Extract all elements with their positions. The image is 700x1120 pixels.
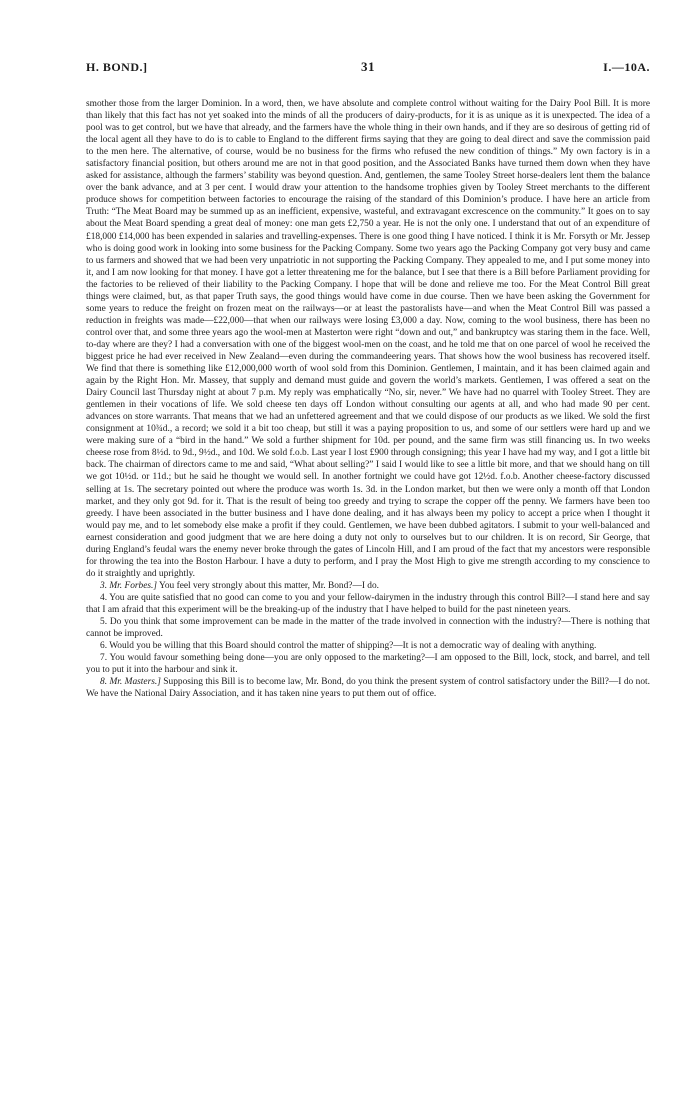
paragraph-text: smother those from the larger Dominion. In a word, then, we have absolute and complete control without waiting for the Dairy Pool Bill. It is more than likely that this fact has not yet soaked into the minds of all the producers of dairy-products, for it is as unique as it is unexpected. The idea of a pool was to get control, but we have that already, and the farmers have the whole thing in their own hands, and if they are so desirous of getting rid of the local agent all they have to do is to cable to England to the different firms saying that they are going to deal direct and save the commission paid to the men here. The alternative, of course, would be no business for the firms who refused the new condition of things.” My own factory is in a satisfactory financial position, but others around me are not in that good position, and the Associated Banks have turned them down when they have asked for assistance, although the farmers’ stability was beyond question. And, gentlemen, the same Tooley Street horse-dealers lent them the balance over the bank advance, and at 3 per cent. I would draw your attention to the handsome trophies given by Tooley Street merchants to the different produce shows for competition between factories to encourage the raising of the standard of this Dominion’s produce. I have here an article from Truth: “The Meat Board may be summed up as an inefficient, expensive, wasteful, and extravagant excrescence on the community.” It goes on to say about the Meat Board spending a great deal of money: one man gets £2,750 a year. He is not the only one. I understand that out of an expenditure of £18,000 £14,000 has been expended in salaries and travelling-expenses. There is one good thing I have noticed. I think it is Mr. Forsyth or Mr. Jessep who is doing good work in looking into some business for the Packing Company. Some two years ago the Packing Company got very busy and came to us farmers and showed that we had been very unpatriotic in not supporting the Packing Company. They appealed to me, and I put some money into it, and I am now looking for that money. I have got a letter threatening me for the balance, but I see that there is a Bill before Parliament providing for the factories to be relieved of their liability to the Packing Company. I hope that will be done and relieve me too. For the Meat Control Bill great things were claimed, but, as that paper Truth says, the good things would have come in due course. Then we have been asking the Government for some years to reduce the freight on frozen meat on the railways—or at least the pastoralists have—and when the Meat Control Bill was passed a reduction in freights was made—£22,000—that when our railways were losing £3,000 a day. Now, coming to the wool business, there has been no control over that, and some three years ago the wool-men at Masterton were right “down and out,” and bankruptcy was staring them in the face. Well, to-day where are they? I had a conversation with one of the biggest wool-men on the coast, and he told me that on one parcel of wool he received the biggest price he had ever received in New Zealand—even during the commandeering years. That shows how the wool business has recovered itself. We find that there is something like £12,000,000 worth of wool sold from this Dominion. Gentlemen, I maintain, and it has been claimed again and again by the Right Hon. Mr. Massey, that supply and demand must guide and govern the world’s markets. Gentlemen, I was offered a seat on the Dairy Council last Thursday night at about 7 p.m. My reply was emphatically “No, sir, never.” We have had no quarrel with Tooley Street. They are gentlemen in their vocations of life. We sold cheese ten days off London without consulting our agents at all, and who had made 90 per cent. advances on store warrants. That means that we had an unfettered agreement and that we could dispose of our products as we liked. We sold the first consignment at 10¾d., a record; we sold it a bit too cheap, but still it was a paying proposition to us, and some of our settlers were hard up and we were making sure of a “bird in the hand.” We sold a further shipment for 10d. per pound, and the same firm was still financing us. In two weeks cheese rose from 8½d. to 9d., 9½d., and 10d. We sold f.o.b. Last year I lost £900 through consigning; this year I have had my way, and I got a little bit back. The chairman of directors came to me and said, “What about selling?” I said I would like to see a little bit more, and that we should hang on till we got 10½d. or 11d.; but he said he thought we would sell. In another fortnight we could have got 12½d. f.o.b. Another cheese-factory discussed selling at 1s. The secretary pointed out where the produce was worth 1s. 3d. in the London market, but then we were only a month off that London market, and they only got 9d. for it. That is the result of being too greedy and trying to scrape the copper off the penny. We farmers have been too greedy. I have been associated in the butter business and I have done dealing, and it has always been my policy to accept a price when I thought it would pay me, and to let somebody else make a profit if they could. Gentlemen, we have been dubbed agitators. I submit to your well-balanced and earnest consideration and good judgment that we are here doing a duty not only to ourselves but to our children. It is on record, Sir George, that during England’s feudal wars the enemy never broke through the gates of Lincoln Hill, and I am proud of the fact that my ancestors were responsible for throwing the tea into the Boston Harbour. I have a duty to perform, and I pray the Most High to give me strength according to my conscience to do it straightly and uprightly. <box>86 99 650 579</box>
question-speaker: 3. Mr. Forbes.] <box>100 580 158 591</box>
paragraph-question-5 <box>86 616 650 640</box>
header-speaker-label: H. BOND.] <box>86 60 148 74</box>
document-body <box>86 98 650 700</box>
paragraph-question-6 <box>86 640 650 652</box>
document-reference: I.—10A. <box>603 60 650 74</box>
paragraph-question-7 <box>86 652 650 676</box>
paragraph-text: 7. You would favour something being done—you are only opposed to the marketing?—I am opposed to the Bill, lock, stock, and barrel, and tell you to put it into the harbour and sink it. <box>86 653 650 676</box>
paragraph-text: 6. Would you be willing that this Board should control the matter of shipping?—It is not a democratic way of dealing with anything. <box>100 641 597 652</box>
paragraph-testimony <box>86 98 650 580</box>
page-header <box>86 60 650 80</box>
paragraph-question-4 <box>86 592 650 616</box>
question-speaker: 8. Mr. Masters.] <box>100 677 161 688</box>
paragraph-text: You feel very strongly about this matter, Mr. Bond?—I do. <box>157 580 380 591</box>
paragraph-text: 4. You are quite satisfied that no good can come to you and your fellow-dairymen in the industry through this control Bill?—I stand here and say that I am afraid that this experiment will be the breaking-up of the industry that I have helped to build for the past nineteen years. <box>86 592 650 615</box>
paragraph-text: Supposing this Bill is to become law, Mr. Bond, do you think the present system of control satisfactory under the Bill?—I do not. We have the National Dairy Association, and it has taken nine years to put them out of office. <box>86 677 650 700</box>
paragraph-question-3 <box>86 580 650 592</box>
page-number: 31 <box>361 59 375 74</box>
paragraph-text: 5. Do you think that some improvement can be made in the matter of the trade involved in connection with the industry?—There is nothing that cannot be improved. <box>86 617 650 640</box>
paragraph-question-8 <box>86 676 650 700</box>
